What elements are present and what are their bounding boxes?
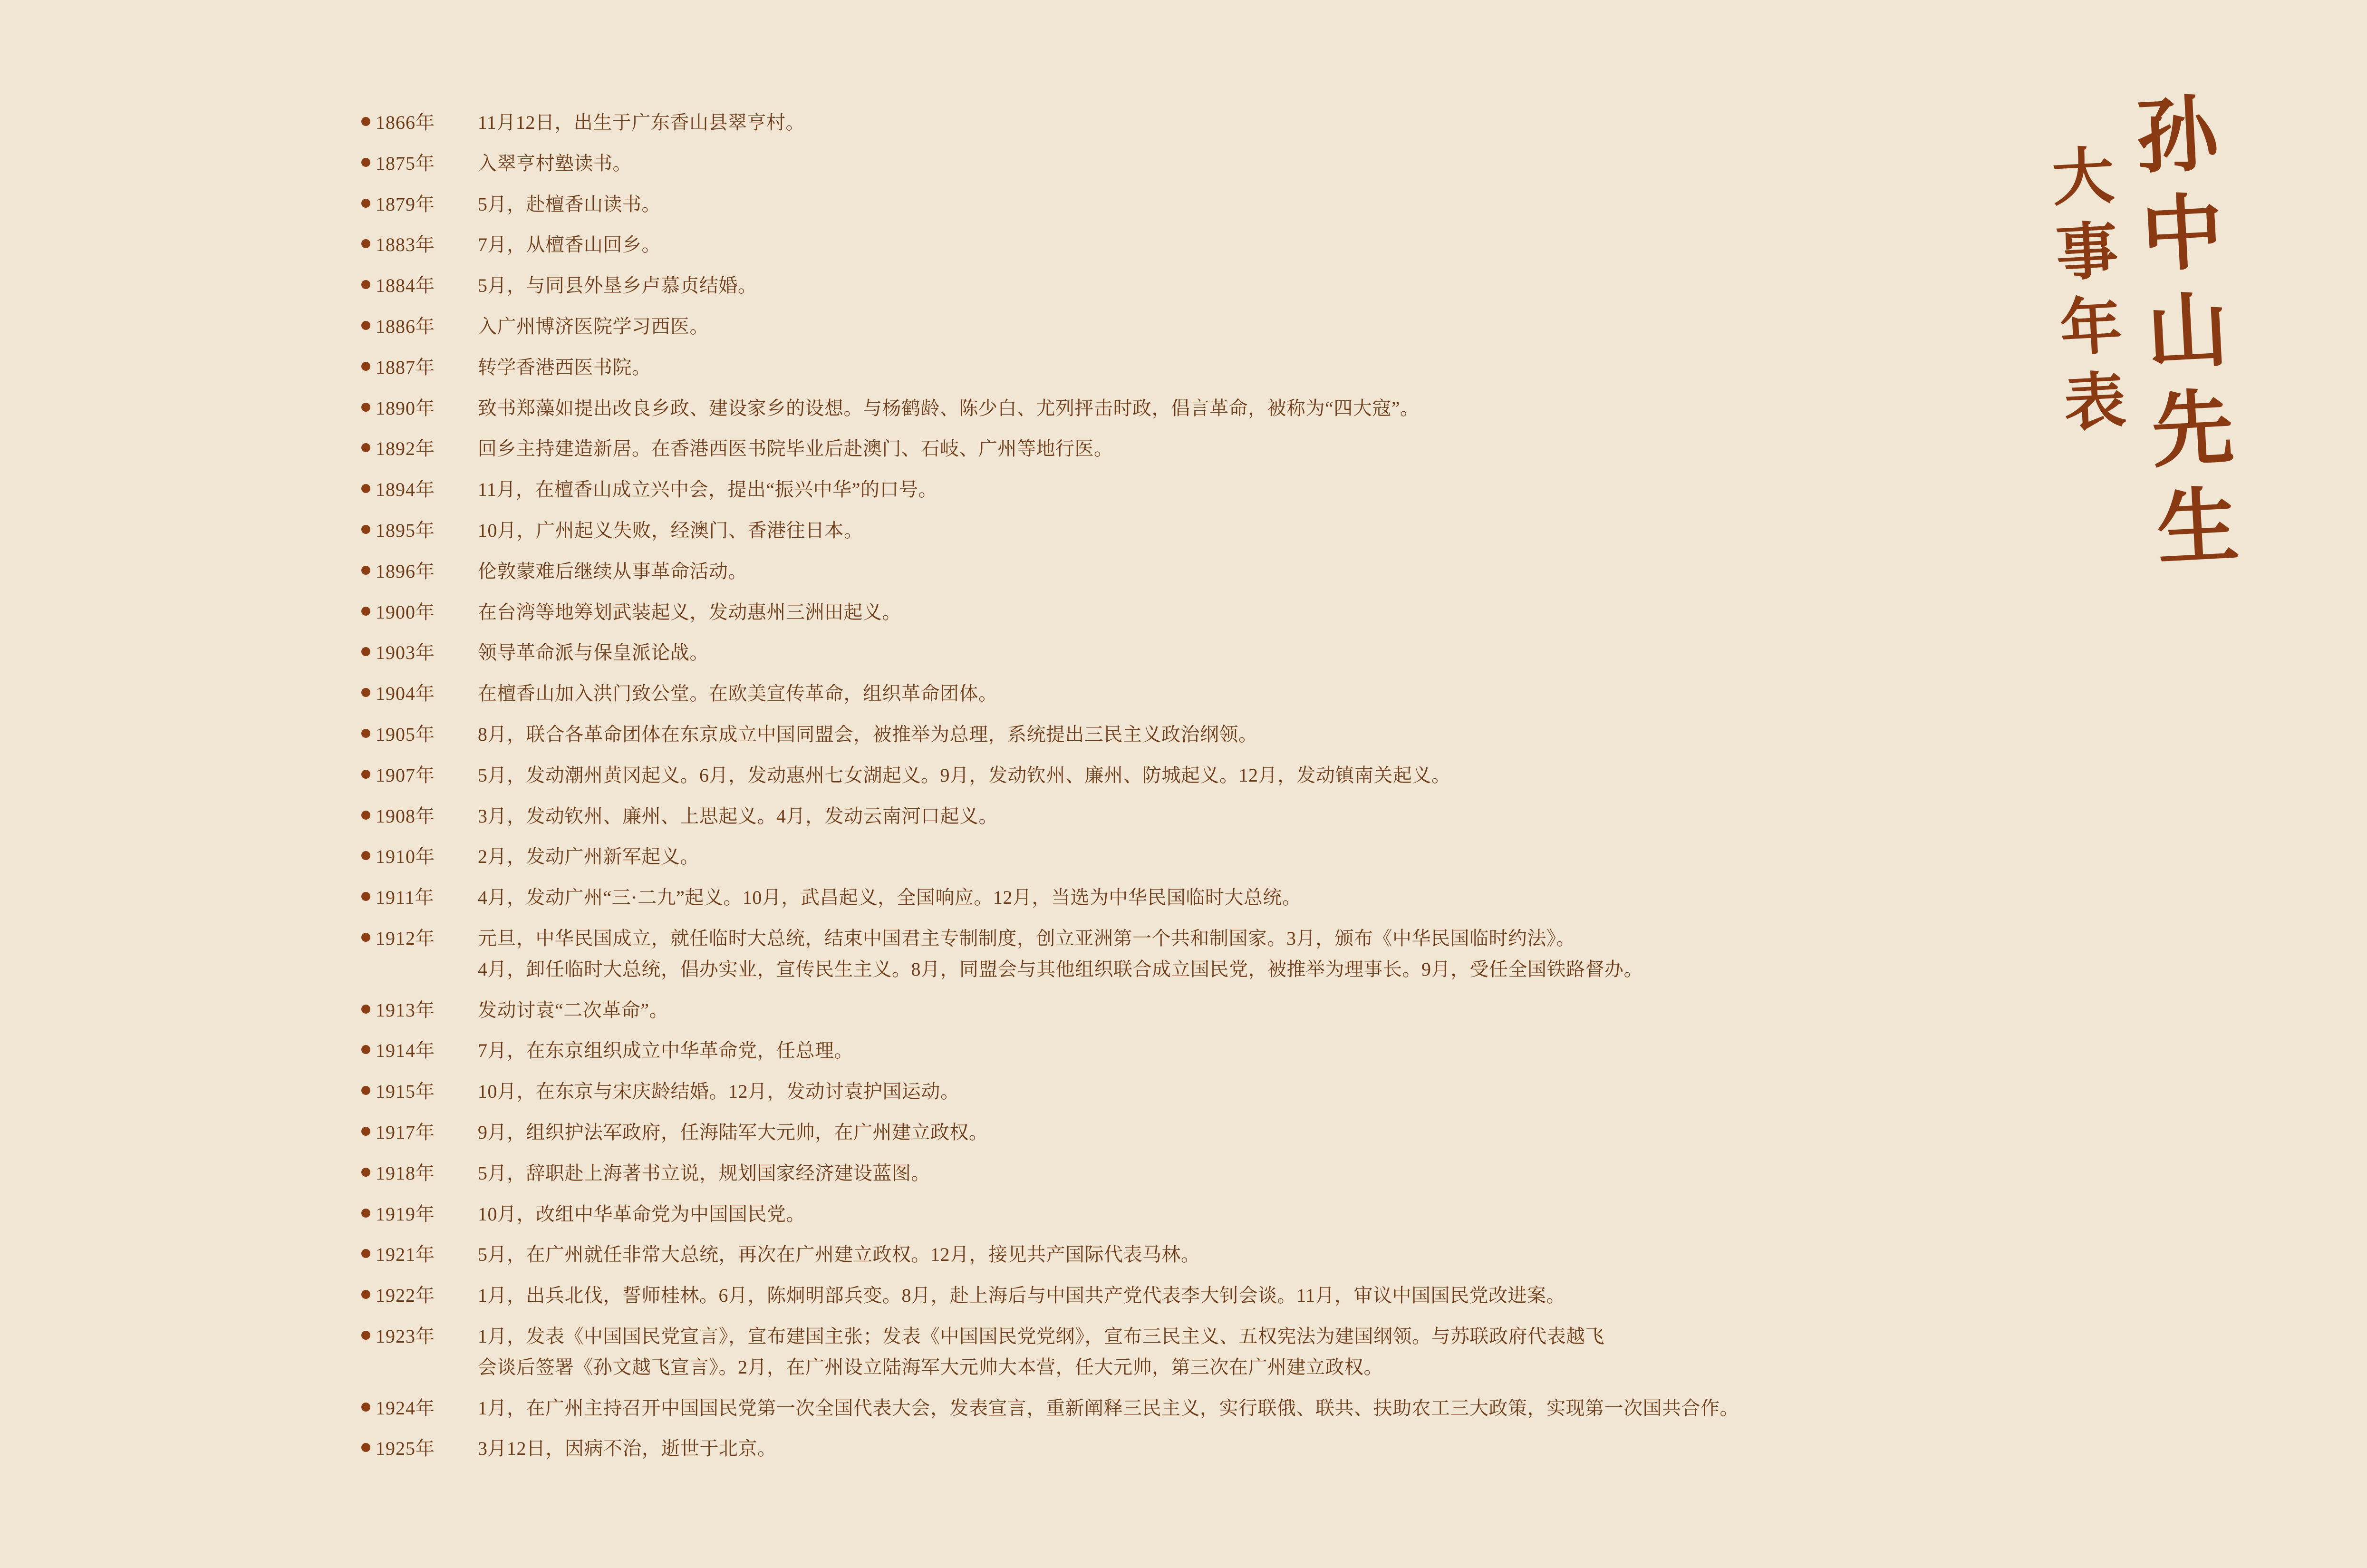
bullet-dot-icon [361, 599, 376, 616]
timeline-entry [361, 843, 1935, 871]
timeline-entry-year: 1890年 [376, 397, 435, 419]
bullet-dot-shape [361, 280, 370, 289]
bullet-dot-icon [361, 436, 376, 452]
timeline-entry-year: 1910年 [376, 846, 435, 868]
timeline-entry-line: 伦敦蒙难后继续从事革命活动。 [478, 560, 747, 582]
bullet-dot-icon [361, 1119, 376, 1136]
bullet-dot-shape [361, 1290, 370, 1299]
bullet-dot-icon [361, 517, 376, 534]
timeline-entry-year: 1895年 [376, 519, 435, 541]
timeline-entry [361, 232, 1935, 259]
timeline-entry-text [478, 476, 937, 503]
timeline-entry-year: 1923年 [376, 1325, 435, 1347]
timeline-entry [361, 1119, 1935, 1146]
bullet-dot-shape [361, 321, 370, 330]
timeline-entry-year: 1887年 [376, 356, 435, 378]
timeline-entry-line: 4月，卸任临时大总统，倡办实业，宣传民生主义。8月，同盟会与其他组织联合成立国民党，被推举为理事长。9月，受任全国铁路督办。 [478, 958, 1643, 980]
timeline-entry [361, 1037, 1935, 1065]
timeline-entry [361, 721, 1935, 748]
timeline-entry-year: 1919年 [376, 1203, 435, 1225]
timeline-entry-year: 1903年 [376, 642, 435, 664]
timeline-entry [361, 599, 1935, 626]
bullet-dot-icon [361, 680, 376, 697]
timeline-entry-text [478, 1435, 777, 1462]
timeline-entry-text [478, 395, 1420, 422]
timeline-entry-line: 元旦，中华民国成立，就任临时大总统，结束中国君主专制制度，创立亚洲第一个共和制国家。3月，颁布《中华民国临时约法》。 [478, 927, 1575, 949]
bullet-dot-shape [361, 525, 370, 534]
timeline-entry-text [478, 843, 699, 871]
timeline-entry-line: 4月，发动广州“三·二九”起义。10月，武昌起义，全国响应。12月，当选为中华民国临时大总统。 [478, 887, 1302, 909]
timeline-entry-line: 1月，发表《中国国民党宣言》，宣布建国主张；发表《中国国民党党纲》，宣布三民主义、五权宪法为建国纲领。与苏联政府代表越飞 [478, 1325, 1604, 1347]
timeline-entry-line: 发动讨袁“二次革命”。 [478, 999, 669, 1021]
timeline-entry-text [478, 1078, 960, 1105]
timeline-entry-year: 1904年 [376, 683, 435, 705]
timeline-entry-line: 7月，从檀香山回乡。 [478, 234, 661, 256]
timeline-entry-line: 5月，发动潮州黄冈起义。6月，发动惠州七女湖起义。9月，发动钦州、廉州、防城起义。12月，发动镇南关起义。 [478, 764, 1451, 786]
timeline-entry-year: 1913年 [376, 999, 435, 1021]
bullet-dot-icon [361, 639, 376, 656]
timeline-entry-line: 转学香港西医书院。 [478, 356, 651, 378]
bullet-dot-icon [361, 1282, 376, 1299]
timeline-entry-year: 1907年 [376, 764, 435, 786]
bullet-dot-shape [361, 647, 370, 656]
timeline-entry-line: 会谈后签署《孙文越飞宣言》。2月，在广州设立陆海军大元帅大本营，任大元帅，第三次在广州建立政权。 [478, 1356, 1383, 1378]
timeline-entry [361, 997, 1935, 1024]
timeline-entry-text [478, 272, 757, 300]
timeline-entry-line: 入翠亨村塾读书。 [478, 152, 632, 174]
bullet-dot-icon [361, 997, 376, 1014]
timeline-entry-text [478, 558, 747, 585]
timeline-entry-line: 回乡主持建造新居。在香港西医书院毕业后赴澳门、石岐、广州等地行医。 [478, 438, 1113, 460]
bullet-dot-shape [361, 892, 370, 901]
timeline-entry-year: 1892年 [376, 438, 435, 460]
timeline-entry-year: 1918年 [376, 1162, 435, 1184]
bullet-dot-icon [361, 272, 376, 289]
timeline-entry-line: 5月，在广州就任非常大总统，再次在广州建立政权。12月，接见共产国际代表马林。 [478, 1244, 1200, 1266]
timeline-entry [361, 1395, 1935, 1422]
bullet-dot-shape [361, 117, 370, 126]
timeline-entry-year: 1905年 [376, 723, 435, 745]
timeline-entry-year: 1883年 [376, 234, 435, 256]
bullet-dot-shape [361, 851, 370, 860]
timeline-entry-line: 5月，与同县外垦乡卢慕贞结婚。 [478, 275, 757, 297]
bullet-dot-icon [361, 803, 376, 820]
bullet-dot-shape [361, 1249, 370, 1258]
bullet-dot-shape [361, 1403, 370, 1412]
bullet-dot-icon [361, 1241, 376, 1258]
timeline-entry-text [478, 436, 1113, 463]
timeline-entry [361, 476, 1935, 503]
timeline-entry-line: 3月12日，因病不治，逝世于北京。 [478, 1438, 777, 1460]
timeline-entry-text [478, 1282, 1565, 1309]
timeline-entry-line: 10月，改组中华革命党为中国国民党。 [478, 1203, 805, 1225]
timeline-entry [361, 436, 1935, 463]
timeline-entry-text [478, 1395, 1739, 1422]
timeline-entry-text [478, 639, 709, 667]
timeline-entry-text [478, 925, 1643, 983]
timeline-entry-text [478, 803, 998, 830]
bullet-dot-shape [361, 933, 370, 942]
timeline-entry-text [478, 721, 1258, 748]
bullet-dot-shape [361, 770, 370, 779]
bullet-dot-shape [361, 1086, 370, 1095]
timeline-entry [361, 1241, 1935, 1268]
timeline-entry [361, 150, 1935, 177]
timeline-entry [361, 884, 1935, 911]
timeline-entry-year: 1875年 [376, 152, 435, 174]
timeline-entry-text [478, 762, 1451, 789]
timeline-entry [361, 1323, 1935, 1381]
timeline-entry-line: 10月，广州起义失败，经澳门、香港往日本。 [478, 519, 863, 541]
timeline-entry-line: 9月，组织护法军政府，任海陆军大元帅，在广州建立政权。 [478, 1121, 988, 1143]
bullet-dot-icon [361, 843, 376, 860]
timeline-entry-year: 1925年 [376, 1438, 435, 1460]
bullet-dot-icon [361, 395, 376, 412]
timeline-entry-year: 1908年 [376, 805, 435, 827]
timeline-entry-line: 3月，发动钦州、廉州、上思起义。4月，发动云南河口起义。 [478, 805, 998, 827]
timeline-entry-line: 7月，在东京组织成立中华革命党，任总理。 [478, 1040, 853, 1062]
bullet-dot-shape [361, 607, 370, 616]
bullet-dot-icon [361, 1078, 376, 1095]
timeline-entry [361, 803, 1935, 830]
bullet-dot-icon [361, 1201, 376, 1218]
timeline-entry-text [478, 1160, 930, 1187]
timeline-entry-year: 1879年 [376, 193, 435, 215]
bullet-dot-icon [361, 925, 376, 942]
bullet-dot-shape [361, 1443, 370, 1452]
bullet-dot-shape [361, 1168, 370, 1177]
bullet-dot-shape [361, 1005, 370, 1014]
chronology-list [361, 109, 1935, 1476]
bullet-dot-shape [361, 1209, 370, 1218]
bullet-dot-shape [361, 158, 370, 167]
bullet-dot-shape [361, 1331, 370, 1340]
timeline-entry-text [478, 997, 668, 1024]
bullet-dot-icon [361, 109, 376, 126]
timeline-entry-line: 1月，出兵北伐，誓师桂林。6月，陈炯明部兵变。8月，赴上海后与中国共产党代表李大钊会谈。11月，审议中国国民党改进案。 [478, 1285, 1566, 1307]
timeline-entry [361, 517, 1935, 544]
timeline-entry-year: 1914年 [376, 1040, 435, 1062]
timeline-entry-text [478, 1323, 1604, 1381]
timeline-entry-text [478, 517, 863, 544]
bullet-dot-shape [361, 811, 370, 820]
bullet-dot-icon [361, 191, 376, 208]
bullet-dot-icon [361, 558, 376, 575]
timeline-entry-text [478, 354, 651, 381]
timeline-entry [361, 639, 1935, 667]
bullet-dot-shape [361, 484, 370, 493]
timeline-entry-year: 1917年 [376, 1121, 435, 1143]
timeline-entry [361, 1160, 1935, 1187]
bullet-dot-icon [361, 313, 376, 330]
timeline-entry-year: 1896年 [376, 560, 435, 582]
bullet-dot-icon [361, 150, 376, 167]
timeline-entry-line: 5月，赴檀香山读书。 [478, 193, 661, 215]
bullet-dot-icon [361, 762, 376, 779]
timeline-entry-text [478, 680, 998, 707]
bullet-dot-icon [361, 1435, 376, 1452]
bullet-dot-shape [361, 729, 370, 738]
timeline-entry-line: 8月，联合各革命团体在东京成立中国同盟会，被推举为总理，系统提出三民主义政治纲领。 [478, 723, 1258, 745]
bullet-dot-icon [361, 1395, 376, 1412]
timeline-entry-year: 1915年 [376, 1081, 435, 1103]
timeline-entry-line: 致书郑藻如提出改良乡政、建设家乡的设想。与杨鹤龄、陈少白、尤列抨击时政，倡言革命，被称为“四大寇”。 [478, 397, 1420, 419]
timeline-entry-year: 1900年 [376, 601, 435, 623]
bullet-dot-icon [361, 1323, 376, 1340]
timeline-entry-line: 10月，在东京与宋庆龄结婚。12月，发动讨袁护国运动。 [478, 1081, 960, 1103]
timeline-entry-text [478, 109, 805, 136]
bullet-dot-shape [361, 199, 370, 208]
bullet-dot-icon [361, 232, 376, 248]
timeline-entry-year: 1921年 [376, 1244, 435, 1266]
timeline-entry-year: 1866年 [376, 112, 435, 133]
bullet-dot-icon [361, 721, 376, 738]
bullet-dot-shape [361, 688, 370, 697]
bullet-dot-shape [361, 1045, 370, 1054]
timeline-entry-text [478, 1201, 805, 1228]
timeline-entry [361, 191, 1935, 218]
bullet-dot-shape [361, 1127, 370, 1136]
timeline-entry [361, 109, 1935, 136]
timeline-entry-text [478, 1037, 853, 1065]
timeline-entry-year: 1884年 [376, 275, 435, 297]
timeline-entry-line: 在檀香山加入洪门致公堂。在欧美宣传革命，组织革命团体。 [478, 683, 998, 705]
timeline-entry-year: 1912年 [376, 927, 435, 949]
timeline-entry [361, 680, 1935, 707]
timeline-entry-text [478, 884, 1301, 911]
bullet-dot-icon [361, 354, 376, 371]
bullet-dot-icon [361, 884, 376, 901]
timeline-entry-line: 2月，发动广州新军起义。 [478, 846, 699, 868]
timeline-entry-line: 在台湾等地筹划武装起义，发动惠州三洲田起义。 [478, 601, 901, 623]
calligraphy-title-block [1906, 86, 2242, 704]
timeline-entry [361, 313, 1935, 340]
timeline-entry-text [478, 1119, 988, 1146]
timeline-entry-text [478, 1241, 1200, 1268]
timeline-entry-text [478, 599, 901, 626]
bullet-dot-shape [361, 403, 370, 412]
timeline-entry-year: 1894年 [376, 479, 435, 501]
document-title-sub: 大事年表 [2040, 142, 2129, 446]
timeline-entry [361, 395, 1935, 422]
timeline-entry-year: 1922年 [376, 1285, 435, 1307]
bullet-dot-icon [361, 1037, 376, 1054]
bullet-dot-shape [361, 239, 370, 248]
timeline-entry-year: 1886年 [376, 315, 435, 337]
timeline-entry [361, 762, 1935, 789]
timeline-entry-line: 1月，在广州主持召开中国国民党第一次全国代表大会，发表宣言，重新阐释三民主义，实行联俄、联共、扶助农工三大政策，实现第一次国共合作。 [478, 1397, 1739, 1419]
timeline-entry [361, 272, 1935, 300]
bullet-dot-shape [361, 566, 370, 575]
timeline-entry [361, 1078, 1935, 1105]
bullet-dot-icon [361, 1160, 376, 1177]
document-title-main: 孙中山先生 [2120, 90, 2242, 584]
timeline-entry-text [478, 150, 632, 177]
timeline-entry-line: 11月12日，出生于广东香山县翠亨村。 [478, 112, 805, 133]
timeline-entry-line: 领导革命派与保皇派论战。 [478, 642, 709, 664]
timeline-entry-text [478, 232, 661, 259]
timeline-entry-line: 5月，辞职赴上海著书立说，规划国家经济建设蓝图。 [478, 1162, 930, 1184]
timeline-entry [361, 1435, 1935, 1462]
bullet-dot-shape [361, 362, 370, 371]
timeline-entry [361, 354, 1935, 381]
timeline-entry [361, 925, 1935, 983]
bullet-dot-icon [361, 476, 376, 493]
bullet-dot-shape [361, 443, 370, 452]
timeline-entry-year: 1911年 [376, 887, 435, 909]
timeline-entry-line: 入广州博济医院学习西医。 [478, 315, 709, 337]
timeline-entry [361, 1201, 1935, 1228]
timeline-entry [361, 1282, 1935, 1309]
timeline-entry-text [478, 191, 661, 218]
timeline-entry-line: 11月，在檀香山成立兴中会，提出“振兴中华”的口号。 [478, 479, 938, 501]
timeline-entry [361, 558, 1935, 585]
timeline-entry-year: 1924年 [376, 1397, 435, 1419]
timeline-entry-text [478, 313, 709, 340]
